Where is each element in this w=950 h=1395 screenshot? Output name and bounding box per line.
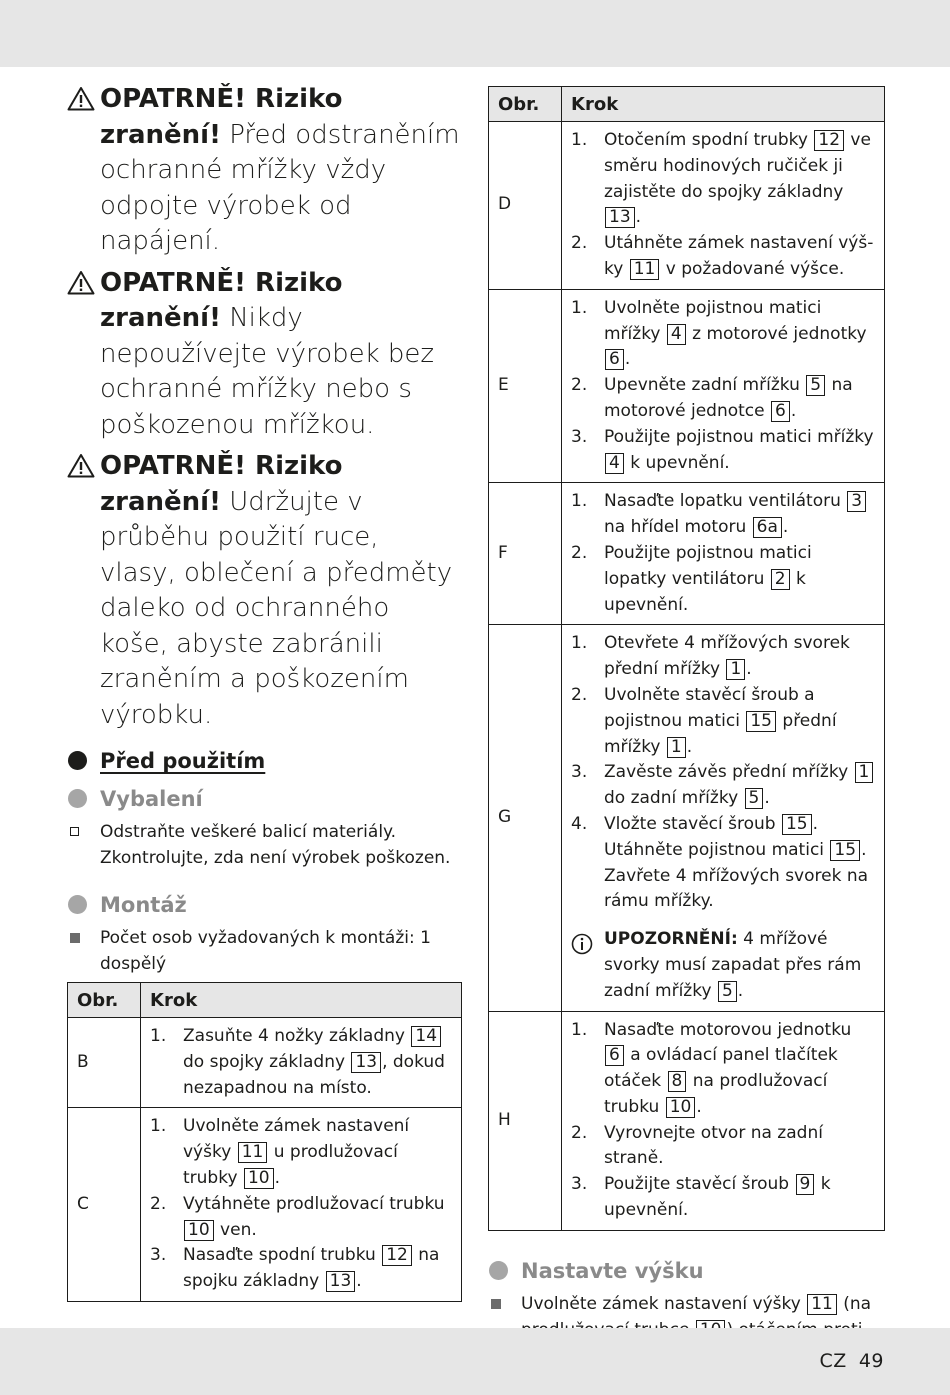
warning-label: OPATRNĚ! Riziko zranění! bbox=[100, 84, 343, 150]
step-text: ven. bbox=[214, 1219, 257, 1240]
step-item bbox=[571, 1018, 875, 1121]
step-text: Upevněte zadní mřížku bbox=[604, 375, 806, 396]
checkbox-item bbox=[67, 819, 462, 871]
page-number: 49 bbox=[858, 1350, 884, 1372]
part-reference: 6 bbox=[771, 401, 790, 422]
steps-list bbox=[571, 128, 875, 283]
note-label: UPOZORNĚNÍ: bbox=[604, 929, 738, 950]
figure-cell: D bbox=[489, 122, 562, 290]
steps-list bbox=[150, 1114, 452, 1295]
step-text: Nasaďte spodní trubku bbox=[183, 1245, 382, 1266]
steps-cell bbox=[562, 122, 885, 290]
section-height bbox=[488, 1257, 885, 1285]
footer-lang: CZ bbox=[819, 1350, 847, 1372]
part-reference: 6 bbox=[605, 349, 624, 370]
part-reference: 11 bbox=[238, 1142, 268, 1163]
part-reference: 5 bbox=[718, 981, 737, 1002]
section-unpacking bbox=[67, 785, 462, 813]
step-item bbox=[571, 631, 875, 683]
step-item bbox=[150, 1192, 452, 1244]
section-assembly bbox=[67, 891, 462, 919]
part-reference: 11 bbox=[807, 1294, 837, 1315]
step-text: na hřídel motoru bbox=[604, 517, 752, 538]
part-reference: 12 bbox=[382, 1245, 412, 1266]
step-item bbox=[150, 1024, 452, 1101]
step-number: 2. bbox=[571, 375, 588, 396]
steps-list bbox=[571, 296, 875, 477]
step-number: 4. bbox=[571, 813, 588, 834]
step-item bbox=[571, 683, 875, 760]
step-text: Vytáhněte prodlužovací trubku bbox=[183, 1193, 445, 1214]
table-row bbox=[68, 1108, 462, 1302]
step-text: . bbox=[356, 1271, 362, 1292]
step-item bbox=[571, 541, 875, 618]
part-reference: 13 bbox=[326, 1271, 356, 1292]
section-title: Nastavte výšku bbox=[521, 1258, 704, 1283]
figure-cell: E bbox=[489, 289, 562, 483]
step-text: k upevnění. bbox=[604, 1174, 831, 1221]
step-text: Otevřete 4 mřížových svorek přední mřížky bbox=[604, 633, 850, 680]
part-reference: 1 bbox=[667, 737, 686, 758]
steps-table-right bbox=[488, 86, 885, 1231]
step-text: , dokud nezapadnou na místo. bbox=[183, 1051, 445, 1098]
bullet-dot-icon bbox=[489, 1261, 508, 1280]
bullet-dot-icon bbox=[68, 751, 87, 770]
step-item bbox=[150, 1114, 452, 1191]
step-item bbox=[571, 231, 875, 283]
step-number: 1. bbox=[571, 633, 588, 654]
part-reference: 15 bbox=[746, 711, 776, 732]
figure-cell: G bbox=[489, 625, 562, 1011]
part-reference: 10 bbox=[184, 1220, 214, 1241]
bullet-item bbox=[67, 925, 462, 977]
step-text: Zavěste závěs přední mřížky bbox=[604, 762, 854, 783]
step-number: 1. bbox=[571, 297, 588, 318]
section-before-use bbox=[67, 747, 462, 775]
step-text: Vložte stavěcí šroub bbox=[604, 813, 781, 834]
step-text: k upevnění. bbox=[624, 452, 730, 473]
step-text: Zasuňte 4 nožky základny bbox=[183, 1026, 411, 1046]
item-text: Počet osob vyžadovaných k montáži: 1 dospělý bbox=[100, 928, 431, 974]
step-text: ve směru hodinových ručiček ji zajistěte do spojky základny bbox=[604, 130, 871, 202]
step-number: 2. bbox=[571, 684, 588, 705]
step-text: do spojky základny bbox=[183, 1051, 351, 1072]
step-number: 3. bbox=[571, 1174, 588, 1195]
step-text: Uvolněte pojistnou matici mřížky bbox=[604, 297, 822, 344]
step-text: Nasaďte motorovou jednotku bbox=[604, 1019, 852, 1040]
steps-list bbox=[150, 1024, 452, 1101]
part-reference: 5 bbox=[806, 375, 825, 396]
square-bullet-icon bbox=[491, 1299, 501, 1309]
part-reference: 11 bbox=[630, 259, 660, 280]
step-item bbox=[571, 128, 875, 231]
step-item bbox=[571, 1172, 875, 1224]
step-text: Uvolněte zámek nastavení výšky bbox=[521, 1293, 807, 1314]
step-item bbox=[571, 812, 875, 915]
step-text: Otočením spodní trubky bbox=[604, 130, 814, 150]
warnings bbox=[67, 82, 462, 733]
step-text: Vyrovnejte otvor na zadní straně. bbox=[604, 1122, 823, 1169]
step-text: na prodlužovací trubku bbox=[604, 1071, 828, 1117]
header-obr: Obr. bbox=[489, 87, 562, 122]
step-text: Utáhněte zámek nastavení výšky bbox=[604, 233, 874, 279]
steps-list bbox=[571, 489, 875, 618]
step-text: Použijte pojistnou matici mřížky bbox=[604, 426, 874, 447]
step-number: 1. bbox=[571, 491, 588, 512]
step-text: (na bbox=[843, 1293, 872, 1314]
header-krok: Krok bbox=[141, 983, 462, 1018]
warning-text: Před odstraněním ochranné mřížky vždy odpojte výrobek od napájení. bbox=[100, 119, 460, 256]
footer bbox=[808, 1350, 884, 1372]
figure-cell: B bbox=[68, 1018, 141, 1108]
part-reference: 1 bbox=[855, 762, 874, 783]
table-row bbox=[489, 483, 885, 625]
step-text: Použijte stavěcí šroub bbox=[604, 1174, 795, 1195]
item-text: Odstraňte veškeré balicí materiály. Zkontrolujte, zda není výrobek poškozen. bbox=[100, 822, 451, 868]
steps-list bbox=[571, 631, 875, 915]
left-column bbox=[67, 82, 462, 1302]
steps-list bbox=[571, 1018, 875, 1224]
step-item bbox=[571, 760, 875, 812]
part-reference: 10 bbox=[666, 1097, 696, 1118]
step-item bbox=[150, 1243, 452, 1295]
step-text: na spojku základny bbox=[183, 1245, 440, 1292]
steps-cell bbox=[141, 1018, 462, 1108]
step-number: 2. bbox=[571, 542, 588, 563]
table-row bbox=[489, 625, 885, 1011]
table-header-row bbox=[489, 87, 885, 122]
step-text: . bbox=[635, 207, 642, 228]
warning-triangle-icon bbox=[67, 86, 95, 111]
step-number: 1. bbox=[571, 130, 588, 150]
warning-text: Nikdy nepoužívejte výrobek bez ochranné mřížky nebo s poškozenou mřížkou. bbox=[100, 303, 435, 440]
part-reference: 3 bbox=[847, 491, 866, 512]
section-title: Před použitím bbox=[100, 749, 266, 773]
figure-cell: H bbox=[489, 1011, 562, 1230]
bullet-dot-icon bbox=[68, 789, 87, 808]
step-item bbox=[571, 425, 875, 477]
step-text: na motorové jednotce bbox=[604, 375, 853, 421]
warning-block bbox=[67, 82, 462, 260]
step-text: . bbox=[737, 980, 744, 1001]
step-text: 4 mřížové svorky musí zapadat přes rám zadní mřížky bbox=[604, 929, 862, 1001]
checkbox-icon bbox=[70, 827, 79, 836]
part-reference: 6 bbox=[605, 1045, 624, 1066]
part-reference: 6a bbox=[753, 517, 782, 538]
table-header-row bbox=[68, 983, 462, 1018]
step-text: Nasaďte lopatku ventilátoru bbox=[604, 491, 847, 512]
part-reference: 9 bbox=[796, 1174, 815, 1195]
warning-label: OPATRNĚ! Riziko zranění! bbox=[100, 451, 343, 517]
step-item bbox=[571, 296, 875, 373]
step-number: 3. bbox=[571, 426, 588, 447]
part-reference: 15 bbox=[830, 840, 860, 861]
step-text: . bbox=[746, 659, 752, 680]
step-text: k upevnění. bbox=[604, 568, 806, 615]
table-row bbox=[68, 1018, 462, 1108]
step-text: . bbox=[790, 400, 797, 421]
step-number: 1. bbox=[150, 1026, 167, 1046]
step-text: v požadované výšce. bbox=[660, 258, 845, 279]
info-icon bbox=[571, 933, 593, 955]
part-reference: 13 bbox=[605, 207, 635, 228]
step-number: 2. bbox=[571, 233, 588, 254]
step-text: . bbox=[764, 788, 770, 809]
step-text: . Zavřete 4 mřížových svorek na rámu mřížky. bbox=[604, 839, 869, 912]
step-number: 1. bbox=[150, 1116, 167, 1137]
section-title: Montáž bbox=[100, 893, 187, 917]
warning-text: Udržujte v průběhu použití ruce, vlasy, oblečení a předměty daleko od ochranného koše, abyste zabránili zraněním a poškozením výrobku. bbox=[100, 486, 453, 730]
step-item bbox=[571, 489, 875, 541]
part-reference: 10 bbox=[244, 1168, 274, 1189]
part-reference: 8 bbox=[668, 1071, 687, 1092]
step-text: a ovládací panel tlačítek otáček bbox=[604, 1045, 838, 1092]
steps-cell bbox=[562, 289, 885, 483]
step-text: . Utáhněte pojistnou matici bbox=[604, 813, 830, 860]
header-obr: Obr. bbox=[68, 983, 141, 1018]
steps-cell bbox=[562, 1011, 885, 1230]
steps-cell bbox=[562, 625, 885, 1011]
warning-block bbox=[67, 266, 462, 444]
warning-block bbox=[67, 449, 462, 733]
steps-table-left bbox=[67, 982, 462, 1302]
part-reference: 4 bbox=[605, 453, 624, 474]
step-text: . bbox=[686, 736, 693, 757]
part-reference: 1 bbox=[726, 659, 745, 680]
part-reference: 2 bbox=[771, 569, 790, 590]
bullet-dot-icon bbox=[68, 895, 87, 914]
warning-triangle-icon bbox=[67, 270, 95, 295]
step-number: 3. bbox=[150, 1245, 167, 1266]
steps-cell bbox=[141, 1108, 462, 1302]
step-text: . bbox=[696, 1096, 702, 1117]
step-number: 3. bbox=[571, 762, 588, 783]
part-reference: 5 bbox=[745, 788, 764, 809]
square-bullet-icon bbox=[70, 933, 80, 943]
step-text: Použijte pojistnou matici lopatky ventilátoru bbox=[604, 542, 812, 589]
part-reference: 4 bbox=[667, 324, 686, 345]
part-reference: 14 bbox=[411, 1026, 441, 1047]
step-text: Uvolněte zámek nastavení výšky bbox=[183, 1116, 410, 1163]
step-text: přední mřížky bbox=[604, 710, 837, 757]
step-text: . bbox=[782, 517, 789, 538]
note-block bbox=[571, 927, 875, 1004]
part-reference: 13 bbox=[351, 1052, 381, 1073]
step-item bbox=[571, 1121, 875, 1173]
step-text: . bbox=[274, 1167, 280, 1188]
step-text: z motorové jednotky bbox=[686, 323, 867, 344]
step-number: 2. bbox=[150, 1193, 167, 1214]
step-text: u prodlužovací trubky bbox=[183, 1142, 398, 1188]
step-number: 2. bbox=[571, 1122, 588, 1143]
steps-cell bbox=[562, 483, 885, 625]
section-title: Vybalení bbox=[100, 787, 203, 811]
step-text: do zadní mřížky bbox=[604, 788, 744, 809]
step-text: . bbox=[624, 349, 631, 370]
step-number: 1. bbox=[571, 1019, 588, 1040]
warning-triangle-icon bbox=[67, 453, 95, 478]
table-row bbox=[489, 289, 885, 483]
right-column bbox=[488, 86, 885, 1395]
table-row bbox=[489, 122, 885, 290]
header-band bbox=[0, 0, 950, 67]
part-reference: 12 bbox=[814, 130, 844, 151]
table-row bbox=[489, 1011, 885, 1230]
part-reference: 15 bbox=[782, 814, 812, 835]
step-text: Uvolněte stavěcí šroub a pojistnou matici bbox=[604, 684, 815, 731]
header-krok: Krok bbox=[562, 87, 885, 122]
step-item bbox=[571, 373, 875, 425]
figure-cell: F bbox=[489, 483, 562, 625]
warning-label: OPATRNĚ! Riziko zranění! bbox=[100, 267, 343, 333]
figure-cell: C bbox=[68, 1108, 141, 1302]
